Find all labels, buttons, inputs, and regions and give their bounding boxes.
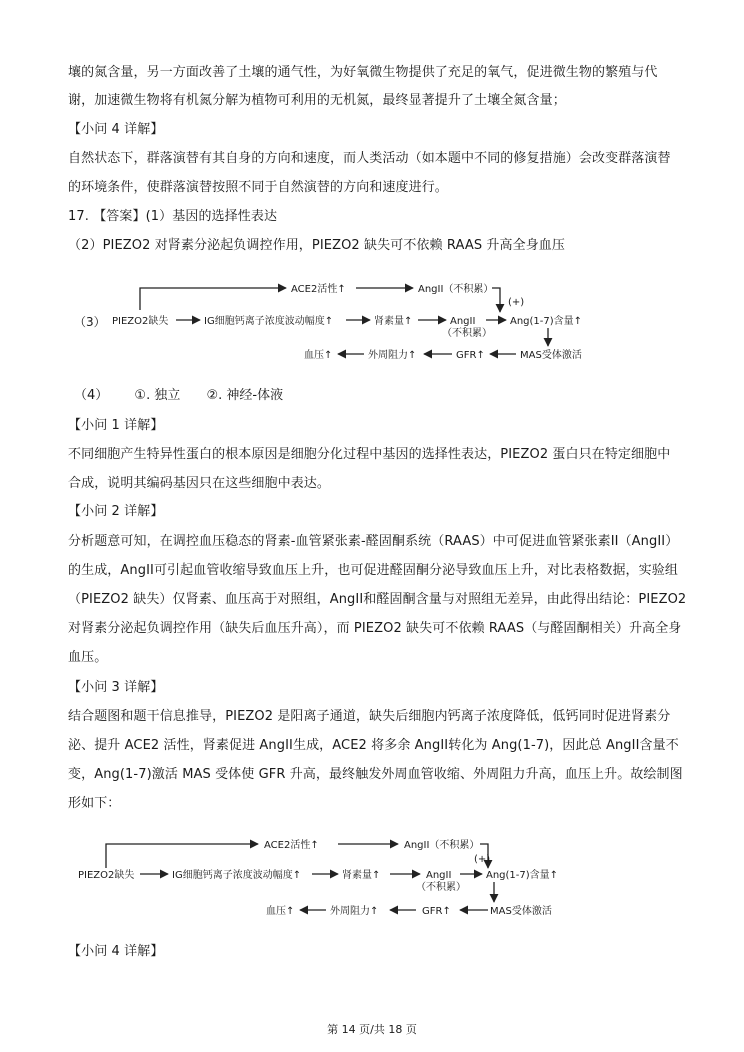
node-angii-mid-sub: （不积累） (442, 328, 492, 339)
answer-4-option-1: ①. 独立 (134, 388, 181, 403)
paragraph-line: 血压。 (68, 650, 108, 665)
answer-4-option-2: ②. 神经-体液 (206, 388, 284, 403)
section-heading: 【小问 3 详解】 (68, 680, 164, 695)
node-ang17: Ang(1-7)含量↑ (510, 316, 583, 327)
flow-diagram-2 (76, 830, 596, 930)
answer-2: （2）PIEZO2 对肾素分泌起负调控作用，PIEZO2 缺失可不依赖 RAAS 升高全身血压 (68, 238, 565, 253)
paragraph-line: 不同细胞产生特异性蛋白的根本原因是细胞分化过程中基因的选择性表达，PIEZO2 蛋白只在特定细胞中 (68, 447, 671, 462)
paragraph-line: 壤的氮含量，另一方面改善了土壤的通气性，为好氧微生物提供了充足的氧气，促进微生物的繁殖与代 (68, 65, 658, 80)
paragraph-line: 形如下： (68, 796, 121, 811)
node-gfr: GFR↑ (422, 906, 451, 917)
node-angii-mid-sub: （不积累） (416, 882, 466, 893)
answer-4-label: （4） (74, 388, 109, 403)
node-mas: MAS受体激活 (520, 350, 582, 361)
paragraph-line: 合成，说明其编码基因只在这些细胞中表达。 (68, 476, 331, 491)
label-plus: (+) (508, 297, 525, 308)
section-heading: 【小问 4 详解】 (68, 944, 164, 959)
paragraph-line: 谢，加速微生物将有机氮分解为植物可利用的无机氮，最终显著提升了土壤全氮含量； (68, 93, 566, 108)
paragraph-line: 分析题意可知，在调控血压稳态的肾素-血管紧张素-醛固酮系统（RAAS）中可促进血管紧张素II（AngII） (68, 534, 679, 549)
node-angii-mid: AngII (426, 870, 452, 881)
section-heading: 【小问 1 详解】 (68, 418, 164, 433)
node-piezo2: PIEZO2缺失 (112, 316, 169, 327)
paragraph-line: 自然状态下，群落演替有其自身的方向和速度，而人类活动（如本题中不同的修复措施）会改变群落演替 (68, 151, 671, 166)
node-blood-pressure: 血压↑ (266, 906, 295, 917)
answer-17: 17. 【答案】(1）基因的选择性表达 (68, 209, 278, 224)
page-footer: 第 14 页/共 18 页 (327, 1023, 417, 1036)
node-renin: 肾素量↑ (374, 316, 413, 327)
node-angii-top: AngII（不积累） (404, 840, 480, 851)
paragraph-line: 结合题图和题干信息推导，PIEZO2 是阳离子通道，缺失后细胞内钙离子浓度降低，低钙同时促进肾素分 (68, 709, 671, 724)
section-heading: 【小问 2 详解】 (68, 504, 164, 519)
node-angii-top: AngII（不积累） (418, 284, 494, 295)
node-renin: 肾素量↑ (342, 870, 381, 881)
paragraph-line: 泌、提升 ACE2 活性，肾素促进 AngII生成，ACE2 将多余 AngII转化为 Ang(1-7)，因此总 AngII含量不 (68, 738, 679, 753)
flow-diagram-1 (108, 270, 628, 370)
paragraph-line: 变，Ang(1-7)激活 MAS 受体使 GFR 升高，最终触发外周血管收缩、外周阻力升高，血压上升。故绘制图 (68, 767, 683, 782)
paragraph-line: （PIEZO2 缺失）仅肾素、血压高于对照组，AngII和醛固酮含量与对照组无差异，由此得出结论：PIEZO2 (68, 592, 687, 607)
node-ang17: Ang(1-7)含量↑ (486, 870, 559, 881)
node-peripheral-resistance: 外周阻力↑ (330, 906, 379, 917)
node-ig-calcium: IG细胞钙离子浓度波动幅度↑ (172, 870, 302, 881)
label-plus: (+) (474, 854, 491, 865)
answer-4 (74, 384, 283, 403)
node-blood-pressure: 血压↑ (304, 350, 333, 361)
node-piezo2: PIEZO2缺失 (78, 870, 135, 881)
node-peripheral-resistance: 外周阻力↑ (368, 350, 417, 361)
paragraph-line: 的生成，AngII可引起血管收缩导致血压上升，也可促进醛固酮分泌导致血压上升，对比表格数据，实验组 (68, 563, 678, 578)
paragraph-line: 的环境条件，使群落演替按照不同于自然演替的方向和速度进行。 (68, 180, 448, 195)
answer-3-label: （3） (74, 315, 106, 329)
node-angii-mid: AngII (450, 316, 476, 327)
node-gfr: GFR↑ (456, 350, 485, 361)
node-ace2: ACE2活性↑ (291, 284, 346, 295)
section-heading: 【小问 4 详解】 (68, 122, 164, 137)
node-ig-calcium: IG细胞钙离子浓度波动幅度↑ (204, 316, 334, 327)
paragraph-line: 对肾素分泌起负调控作用（缺失后血压升高），而 PIEZO2 缺失可不依赖 RAAS（与醛固酮相关）升高全身 (68, 621, 682, 636)
node-mas: MAS受体激活 (490, 906, 552, 917)
node-ace2: ACE2活性↑ (264, 840, 319, 851)
